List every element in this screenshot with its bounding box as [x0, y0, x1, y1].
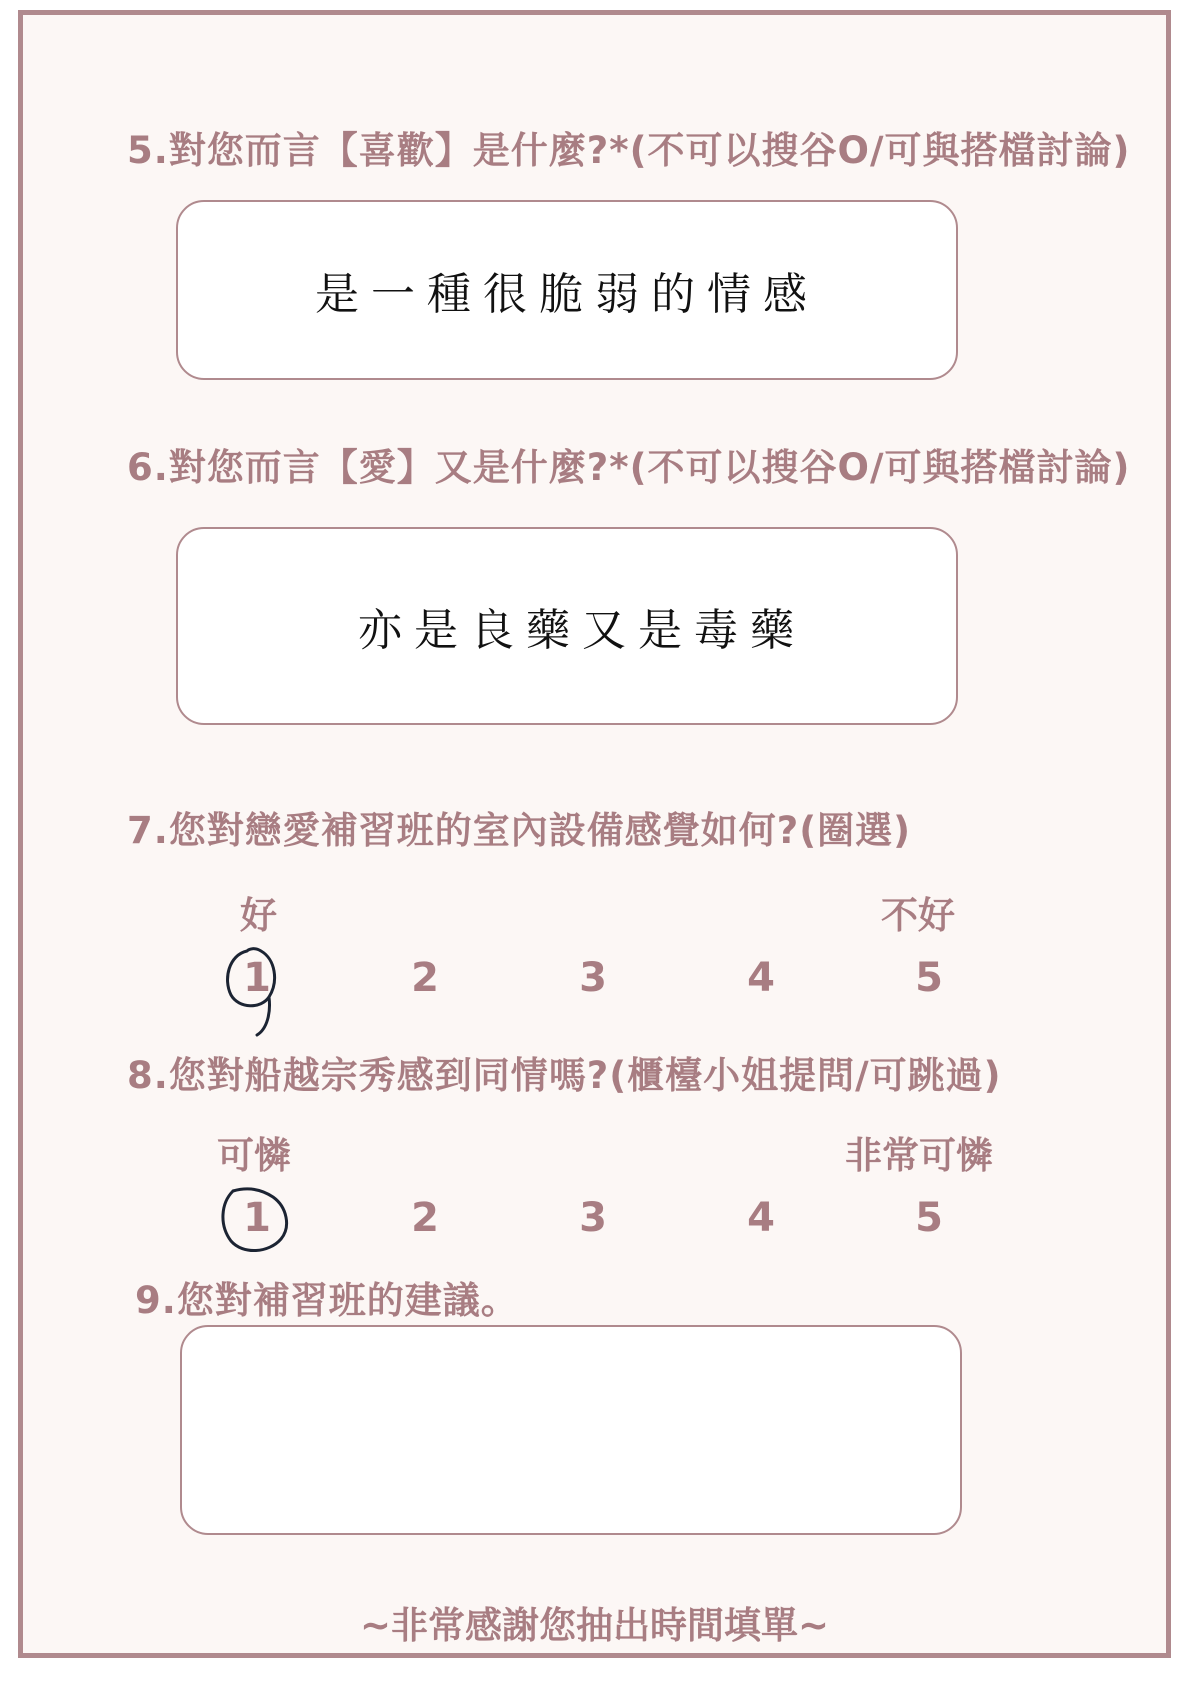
- question-6-answer: 亦是良藥又是毒藥: [358, 605, 806, 656]
- question-7-right-label: 不好: [881, 894, 955, 937]
- question-8-title: 8.您對船越宗秀感到同情嗎?(櫃檯小姐提問/可跳過): [127, 1054, 1002, 1097]
- question-8-left-label: 可憐: [217, 1134, 291, 1177]
- question-5-answer: 是一種很脆弱的情感: [315, 269, 819, 320]
- question-8-option-5[interactable]: 5: [915, 1195, 943, 1241]
- thank-you-footer: ~非常感謝您抽出時間填單~: [359, 1604, 829, 1647]
- question-8-option-2[interactable]: 2: [411, 1195, 439, 1241]
- question-7-option-2[interactable]: 2: [411, 955, 439, 1001]
- question-7-option-3[interactable]: 3: [579, 955, 607, 1001]
- question-6-answer-box[interactable]: [176, 527, 958, 725]
- survey-page: [18, 10, 1171, 1658]
- question-8-option-3[interactable]: 3: [579, 1195, 607, 1241]
- question-8-option-4[interactable]: 4: [747, 1195, 775, 1241]
- question-8-right-label: 非常可憐: [845, 1134, 993, 1177]
- question-5-title: 5.對您而言【喜歡】是什麼?*(不可以搜谷O/可與搭檔討論): [127, 129, 1131, 172]
- question-9-answer-box[interactable]: [180, 1325, 962, 1535]
- question-6-title: 6.對您而言【愛】又是什麼?*(不可以搜谷O/可與搭檔討論): [127, 446, 1131, 489]
- question-7-left-label: 好: [240, 894, 277, 937]
- question-8-option-1[interactable]: 1: [243, 1195, 271, 1241]
- question-7-title: 7.您對戀愛補習班的室內設備感覺如何?(圈選): [127, 809, 912, 852]
- question-7-option-5[interactable]: 5: [915, 955, 943, 1001]
- question-5-answer-box[interactable]: [176, 200, 958, 380]
- question-9-title: 9.您對補習班的建議。: [135, 1279, 519, 1322]
- question-7-option-4[interactable]: 4: [747, 955, 775, 1001]
- question-7-option-1[interactable]: 1: [243, 955, 271, 1001]
